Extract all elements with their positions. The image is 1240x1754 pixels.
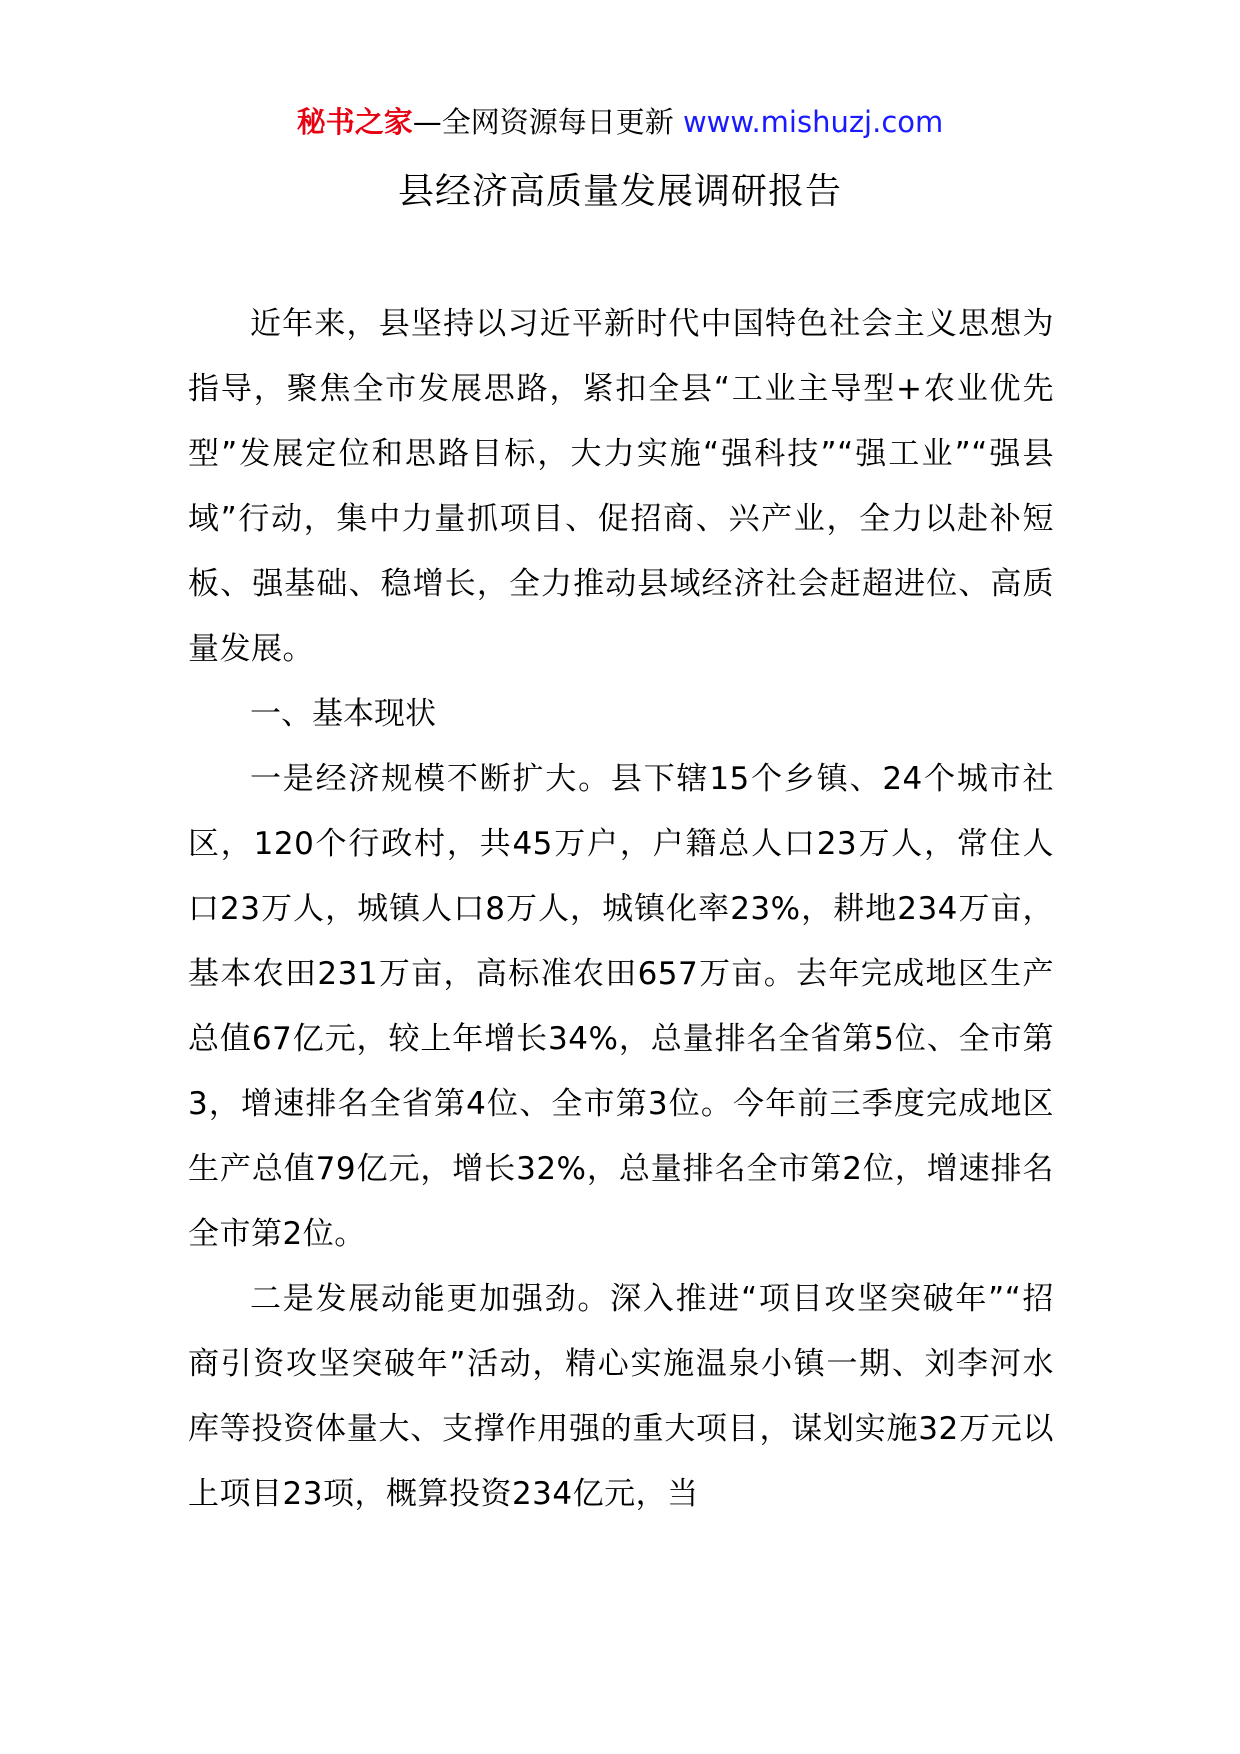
document-title: 县经济高质量发展调研报告 (397, 171, 842, 212)
document-body (188, 292, 1054, 1527)
site-tagline: —全网资源每日更新 (412, 105, 683, 139)
body-paragraph: 二是发展动能更加强劲。深入推进“项目攻坚突破年”“招商引资攻坚突破年”活动，精心实施温泉小镇一期、刘李河水库等投资体量大、支撑作用强的重大项目，谋划实施32万元以上项目23项，概算投资234亿元，当 (188, 1281, 1054, 1512)
section-heading: 一、基本现状 (250, 696, 436, 732)
body-paragraph: 一是经济规模不断扩大。县下辖15个乡镇、24个城市社区，120个行政村，共45万户，户籍总人口23万人，常住人口23万人，城镇人口8万人，城镇化率23%，耕地234万亩，基本农田231万亩，高标准农田657万亩。去年完成地区生产总值67亿元，较上年增长34%，总量排名全省第5位、全市第3，增速排名全省第4位、全市第3位。今年前三季度完成地区生产总值79亿元，增长32%，总量排名全市第2位，增速排名全市第2位。 (188, 761, 1054, 1252)
site-header (0, 100, 1240, 144)
site-brand[interactable]: 秘书之家 (296, 105, 413, 139)
site-url-link[interactable]: www.mishuzj.com (682, 105, 944, 139)
intro-paragraph: 近年来，县坚持以习近平新时代中国特色社会主义思想为指导，聚焦全市发展思路，紧扣全县“工业主导型+农业优先型”发展定位和思路目标，大力实施“强科技”“强工业”“强县域”行动，集中力量抓项目、促招商、兴产业，全力以赴补短板、强基础、稳增长，全力推动县域经济社会赶超进位、高质量发展。 (188, 306, 1054, 667)
